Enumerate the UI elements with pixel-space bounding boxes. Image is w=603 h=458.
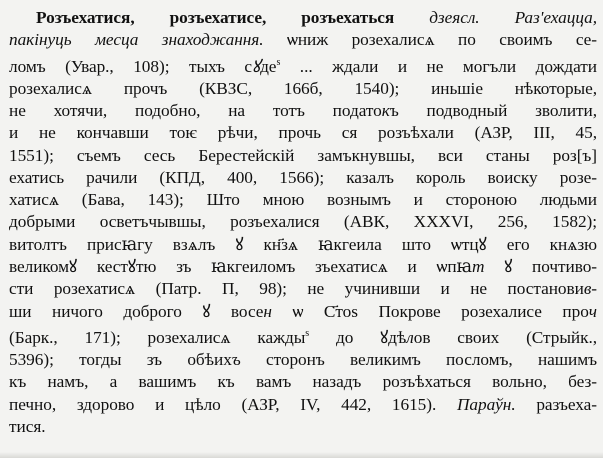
entry-line [9, 100, 597, 122]
entry-line [9, 278, 597, 300]
entry-text: ѕ [276, 56, 281, 68]
entry-text: де [260, 56, 277, 76]
entry-line [9, 234, 597, 256]
italic-text: дзеясл. Раз'ехацца, [429, 8, 597, 27]
entry-text: хатисѧ (Бава, 143); Што мною вознымъ и стороною людьми [9, 190, 597, 210]
entry-text: печно, здорово и цѣло (АЗР, IV, 442, 1615). [9, 394, 457, 414]
entry-text: ѡ С҃тоѕ Покрове розехалисе про [271, 301, 589, 321]
dictionary-entry [9, 7, 597, 438]
entry-line [9, 122, 597, 144]
entry-text: ехатись рачили (КПД, 400, 1566); казалъ король воиску розе- [9, 167, 597, 187]
italic-text: ꙋ [252, 56, 261, 76]
italic-text: в [583, 279, 592, 299]
entry-text: ши ничого доброго ꙋ восе [9, 301, 264, 321]
entry-line [9, 29, 597, 51]
entry-text: ѡниж розехалисѧ по своимъ се- [263, 30, 598, 50]
entry-text: разъеха- [515, 394, 597, 414]
entry-line [9, 301, 597, 323]
entry-text: ... ждали и не могъли дождати [280, 56, 597, 76]
entry-text: и не кончавши тоѥ рѣчи, прочь ся розъѣхали (АЗР, III, 45, [9, 123, 597, 143]
entry-line [9, 189, 597, 211]
entry-text: великомꙋ кестꙋтю зъ ꙗкгеиломъ зъехатисѧ и ѡпꙗ [9, 257, 473, 277]
entry-text: ов своих (Стрыйк., [413, 327, 597, 347]
entry-text: до ꙋдѣ [309, 327, 407, 347]
entry-text: сти розехатисѧ (Патр. П, 98); не учинивши и не постанови [9, 279, 584, 299]
entry-text: - [591, 279, 597, 299]
italic-text: т [472, 257, 485, 277]
entry-line [9, 256, 597, 278]
entry-text: 1551); съемъ сесь Берестейскій замъкнувшы, вси станы роз[ъ] [9, 145, 597, 165]
headword: Розъехатися, розъехатисе, розъехаться [36, 8, 395, 27]
italic-text: н [263, 301, 272, 321]
italic-text: ч [588, 301, 597, 321]
entry-text: тися. [9, 416, 46, 436]
entry-line [9, 371, 597, 393]
italic-text: Параўн. [456, 394, 516, 414]
entry-text: ломъ (Увар., 108); тыхъ с [9, 56, 252, 76]
entry-text: ѕ [305, 327, 310, 339]
entry-text: (Барк., 171); розехалисѧ кажды [9, 327, 306, 347]
entry-text: не хотячи, подобно, на тотъ подато [9, 100, 382, 120]
entry-line [9, 167, 597, 189]
entry-text: ъ подводный зволити, [389, 100, 597, 120]
entry-text: ꙋ почтиво- [484, 257, 597, 277]
entry-text: витолтъ присꙗгу взѧлъ ꙋ кн҃зѧ ꙗкгеила што ѡтцꙋ его кнѧзю [9, 234, 597, 254]
entry-line [9, 416, 597, 438]
entry-line [9, 52, 597, 78]
italic-text: к [381, 100, 390, 120]
entry-text: розехалисѧ прочъ (КВЗС, 166б, 1540); иньшіе нѣкоторые, [9, 78, 597, 98]
italic-text: пакінуць месца знаходжання. [9, 30, 264, 50]
italic-text: ъ [231, 349, 241, 369]
entry-line [9, 323, 597, 349]
entry-text [394, 8, 429, 27]
italic-text: л [406, 327, 414, 347]
entry-line [9, 7, 597, 29]
entry-line [9, 394, 597, 416]
entry-line [9, 211, 597, 233]
entry-line [9, 78, 597, 100]
entry-text: 5396); тогды зъ обѣих [9, 349, 232, 369]
entry-text: сторонъ великимъ посломъ, нашимъ [240, 349, 598, 369]
entry-line [9, 145, 597, 167]
page-edge [0, 452, 603, 458]
entry-text: добрыми осветъчывшы, розъехалися (АВК, XXXVI, 256, 1582); [9, 212, 597, 232]
entry-text: къ намъ, а вашимъ къ вамъ назадъ розъѣхаться вольно, без- [9, 372, 597, 392]
entry-line [9, 349, 597, 371]
